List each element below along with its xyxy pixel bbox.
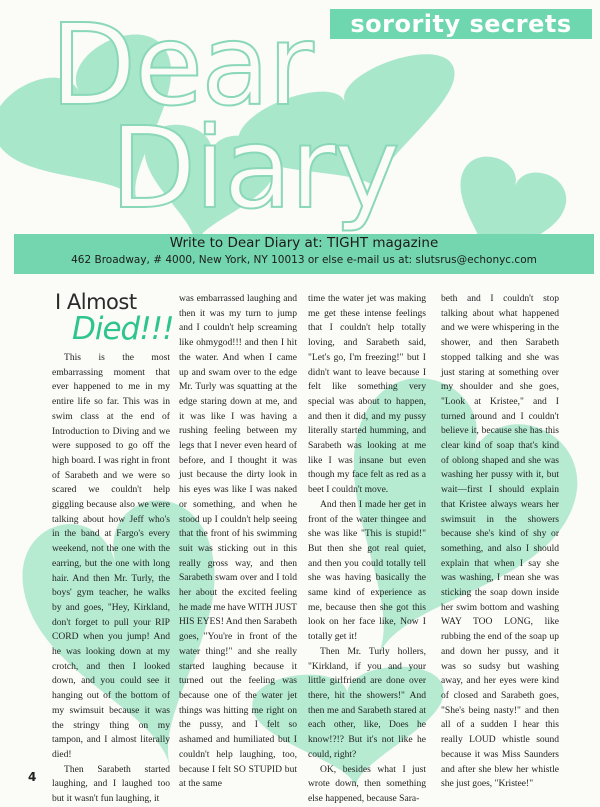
story-paragraph: Then Mr. Turly hollers, "Kirkland, if you and your little girlfriend are done over there, hit the showers!" And then me and Sarabeth stared at each other, like, Does he know!?!? But it's not like he could, right?	[308, 645, 426, 760]
story-paragraph: was embarrassed laughing and then it was my turn to jump and I couldn't help screaming like ohmygod!!! and then I hit the water. And when I came up and swam over to the edge Mr. Turly was squatting at the edge staring down at me, and it was like I was having a rushing feeling between my legs that I never even heard of before, and I thought it was just because the dirty look in his eyes was like I was naked or something, and when he stood up I couldn't help seeing that the front of his swimming suit was sticking out in this really gross way, and then Sarabeth swam over and I told her about the excited feeling he made me have WITH JUST HIS EYES! And then Sarabeth goes, "You're in front of the water thing!" and she really started laughing because it turned out the feeling was because one of the water jet things was hitting me right on the pussy, and I felt so ashamed and humiliated but I couldn't help laughing, too, because I felt SO STUPID but at the same	[179, 293, 297, 790]
story-paragraph: Then Sarabeth started laughing, and I laughed too but it wasn't fun laughing, it	[52, 763, 170, 805]
story-paragraph: time the water jet was making me get these intense feelings that I couldn't help totally loving, and Sarabeth said, "Let's go, I'm freezing!" but I didn't want to leave because I felt like something very special was about to happen, and then it did, and my pussy literally started humming, and Sarabeth was looking at me like I was insane but even though my face felt as red as a beet I couldn't move.	[308, 293, 426, 496]
address-strip	[14, 234, 594, 274]
section-banner: sorority secrets	[330, 9, 592, 39]
page-number: 4	[28, 770, 37, 784]
story-paragraph: This is the most embarrassing moment that ever happened to me in my entire life so far. This was in swim class at the end of Introduction to Diving and we were supposed to go off the high board. I was right in front of Sarabeth and we were so scared we couldn't help giggling because also we were talking about how Jeff who's in the band at Fargo's every weekend, not the one with the earring, but the one with long hair. And then Mr. Turly, the boys' gym teacher, he walks by and goes, "Hey, Kirkland, don't forget to pull your RIP CORD when you jump! And he was looking down at my crotch, and then I looked down, and you could see it hanging out of the bottom of my swimsuit because it was the stringy thing on my tampon, and I almost literally died!	[52, 352, 170, 760]
story-column-2	[179, 292, 297, 792]
story-column-3	[308, 292, 426, 807]
address-strip-details: 462 Broadway, # 4000, New York, NY 10013 or else e-mail us at: slutsrus@echonyc.com	[71, 254, 537, 266]
title-word-diary: Diary	[110, 104, 399, 234]
story-paragraph: And then I made her get in front of the water thingee and she was like "This is stupid!" But then she got real quiet, and then you could totally tell she was having basically the same kind of experience as me, because then she got this look on her face like, Now I totally get it!	[308, 498, 426, 643]
story-heading-line1: I Almost	[55, 290, 137, 314]
address-strip-heading: Write to Dear Diary at: TIGHT magazine	[169, 235, 439, 251]
story-column-4	[441, 292, 559, 792]
story-paragraph: OK, besides what I just wrote down, then something else happened, because Sara-	[308, 763, 426, 804]
story-heading-line2: Died!!!	[72, 311, 174, 347]
story-paragraph: beth and I couldn't stop talking about what happened and we were whispering in the shower, and then Sarabeth stopped talking and she was just staring at something over my shoulder and she goes, "Look at Kristee," and I turned around and I couldn't believe it, because she has this clear kind of soap that's kind of oblong shaped and she was washing her pussy with it, but wait—first I should explain that Kristee always wears her swimsuit in the showers because she's kind of shy or something, and also I should explain that when I say she was washing, I mean she was sticking the soap down inside her swim bottom and washing WAY TOO LONG, like rubbing the end of the soap up and down her pussy, and it was so sudsy but washing away, and her eyes were kind of closed and Sarabeth goes, "She's being nasty!" and then all of a sudden I hear this really LOUD whistle sound because it was Miss Saunders and after she blew her whistle she just goes, "Kristee!"	[441, 293, 559, 790]
story-column-1	[52, 351, 170, 807]
title-word-dear: Dear	[50, 1, 312, 131]
